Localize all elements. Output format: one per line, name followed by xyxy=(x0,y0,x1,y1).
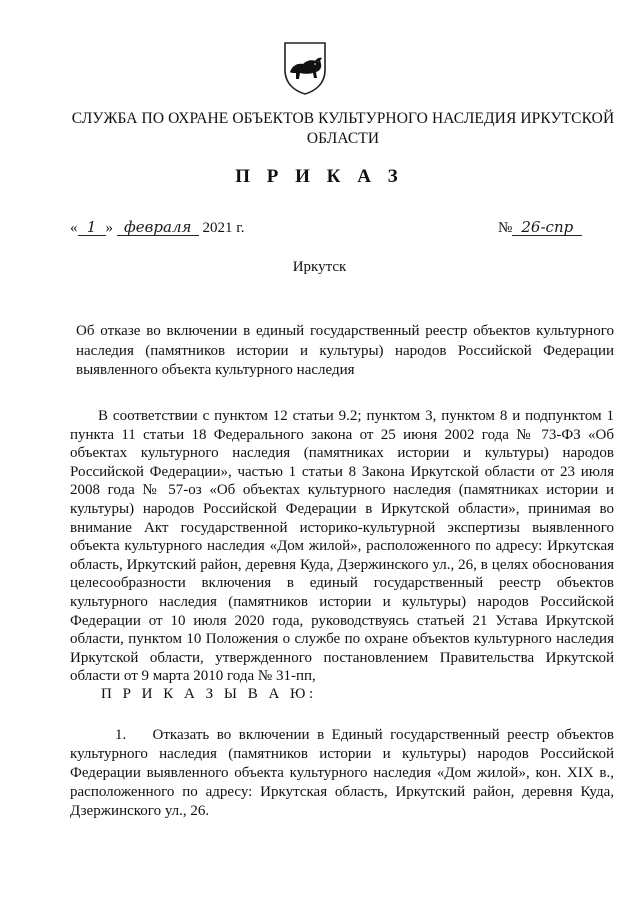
order-heading: П Р И К А З Ы В А Ю: xyxy=(101,686,317,702)
date-open-quote: « xyxy=(70,220,78,236)
date-month: февраля xyxy=(117,220,199,236)
order-subject: Об отказе во включении в единый государственный реестр объектов культурного наследия (памятников истории и культуры) народов Российской Федерации выявленного объекта культурного наследия xyxy=(76,323,614,378)
agency-name: СЛУЖБА ПО ОХРАНЕ ОБЪЕКТОВ КУЛЬТУРНОГО НАСЛЕДИЯ ИРКУТСКОЙ ОБЛАСТИ xyxy=(71,110,615,147)
city: Иркутск xyxy=(292,259,347,275)
list-item xyxy=(70,726,614,821)
order-number xyxy=(498,220,582,237)
date-close-quote: » xyxy=(105,220,113,236)
order-date xyxy=(70,220,244,237)
date-year: 2021 г. xyxy=(202,220,245,236)
preamble-paragraph: В соответствии с пунктом 12 статьи 9.2; пунктом 3, пунктом 8 и подпунктом 1 пункта 11 статьи 18 Федерального закона от 25 июня 2002 года № 73-ФЗ «Об объектах культурного наследия (памятниках истории и культуры) народов Российской Федерации», частью 1 статьи 8 Закона Иркутской области от 23 июля 2008 года № 57-оз «Об объектах культурного наследия (памятниках истории и культуры) народов Российской Федерации в Иркутской области», принимая во внимание Акт государственной историко-культурной экспертизы выявленного объекта культурного наследия «Дом жилой», расположенного по адресу: Иркутская область, Иркутский район, деревня Куда, Дзержинского ул., 26, в целях обоснования целесообразности включения в единый государственный реестр объектов культурного наследия (памятников истории и культуры) народов Российской Федерации от 10 июля 2020 года, руководствуясь статьей 21 Устава Иркутской области, пунктом 10 Положения о службе по охране объектов культурного наследия Иркутской области, утвержденного постановлением Правительства Иркутской области от 9 марта 2010 года № 31-пп, xyxy=(70,408,614,685)
coat-of-arms-icon xyxy=(282,40,328,96)
number-value: 26-спр xyxy=(512,220,582,236)
number-prefix: № xyxy=(498,220,513,236)
document-title: П Р И К А З xyxy=(235,166,404,187)
item-number: 1. xyxy=(115,727,127,743)
date-day: 1 xyxy=(78,220,106,236)
item-text: Отказать во включении в Единый государственный реестр объектов культурного наследия (памятников истории и культуры) народов Российской Федерации выявленного объекта культурного наследия «Дом жилой», кон. XIX в., расположенного по адресу: Иркутская область, Иркутский район, деревня Куда, Дзержинского ул., 26. xyxy=(70,727,614,819)
